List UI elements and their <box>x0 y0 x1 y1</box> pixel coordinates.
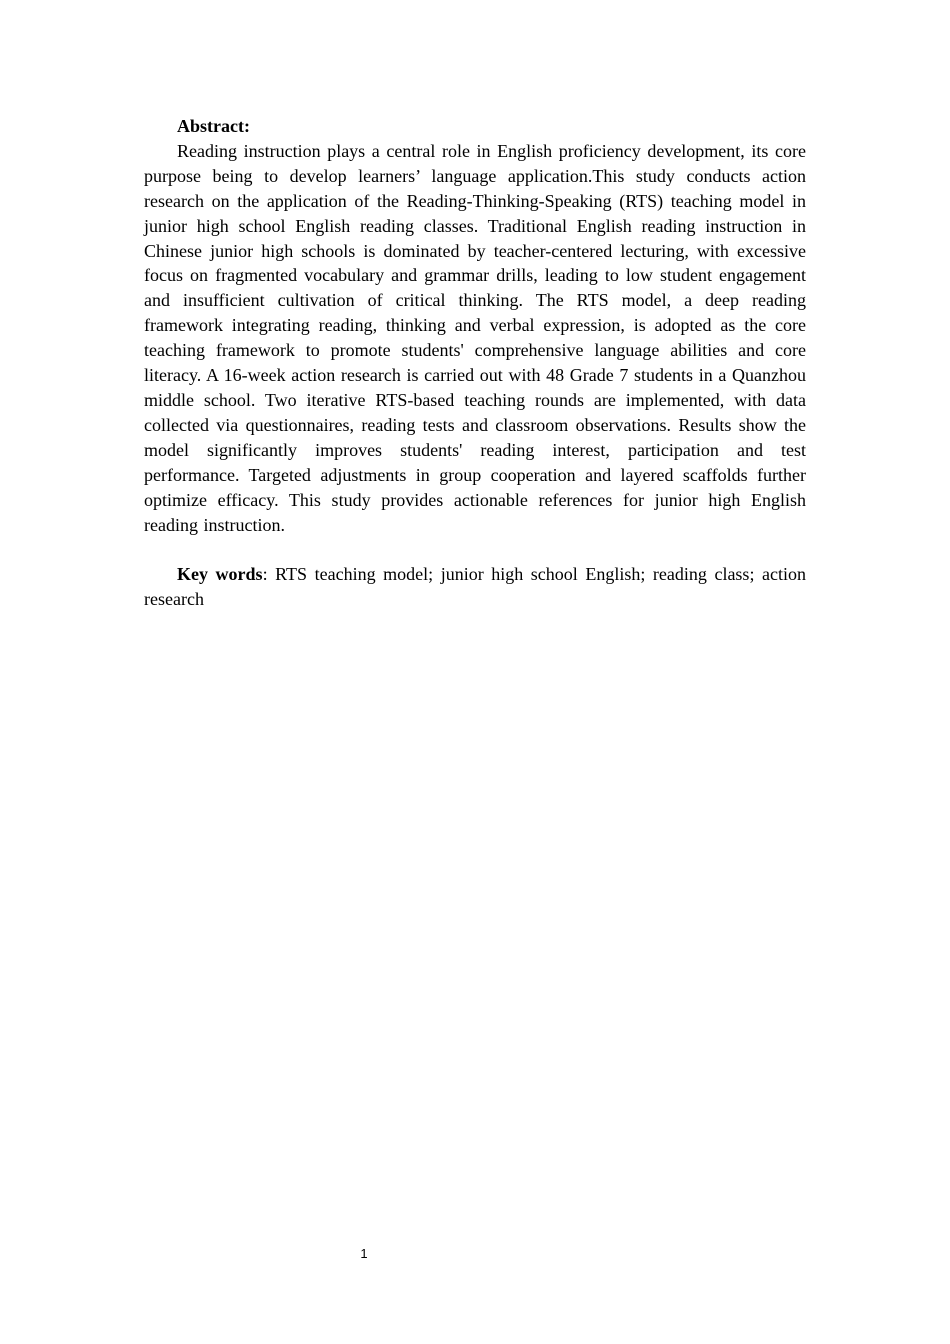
keywords-label: Key words <box>177 564 263 585</box>
abstract-section <box>144 114 806 612</box>
keywords-line <box>144 562 806 612</box>
keywords-separator: : <box>262 564 276 585</box>
keywords-text: RTS teaching model; junior high school English; reading class; action research <box>144 564 806 610</box>
abstract-heading: Abstract: <box>177 116 250 136</box>
abstract-body: Reading instruction plays a central role in English proficiency development, its core purpose being to develop learners’ language application.This study conducts action research on the application of the Reading-Thinking-Speaking (RTS) teaching model in junior high school English reading classes. Traditional English reading instruction in Chinese junior high schools is dominated by teacher-centered lecturing, with excessive focus on fragmented vocabulary and grammar drills, leading to low student engagement and insufficient cultivation of critical thinking. The RTS model, a deep reading framework integrating reading, thinking and verbal expression, is adopted as the core teaching framework to promote students' comprehensive language abilities and core literacy. A 16-week action research is carried out with 48 Grade 7 students in a Quanzhou middle school. Two iterative RTS-based teaching rounds are implemented, with data collected via questionnaires, reading tests and classroom observations. Results show the model significantly improves students' reading interest, participation and test performance. Targeted adjustments in group cooperation and layered scaffolds further optimize efficacy. This study provides actionable references for junior high English reading instruction. <box>144 140 806 535</box>
page-number: 1 <box>360 1246 368 1261</box>
